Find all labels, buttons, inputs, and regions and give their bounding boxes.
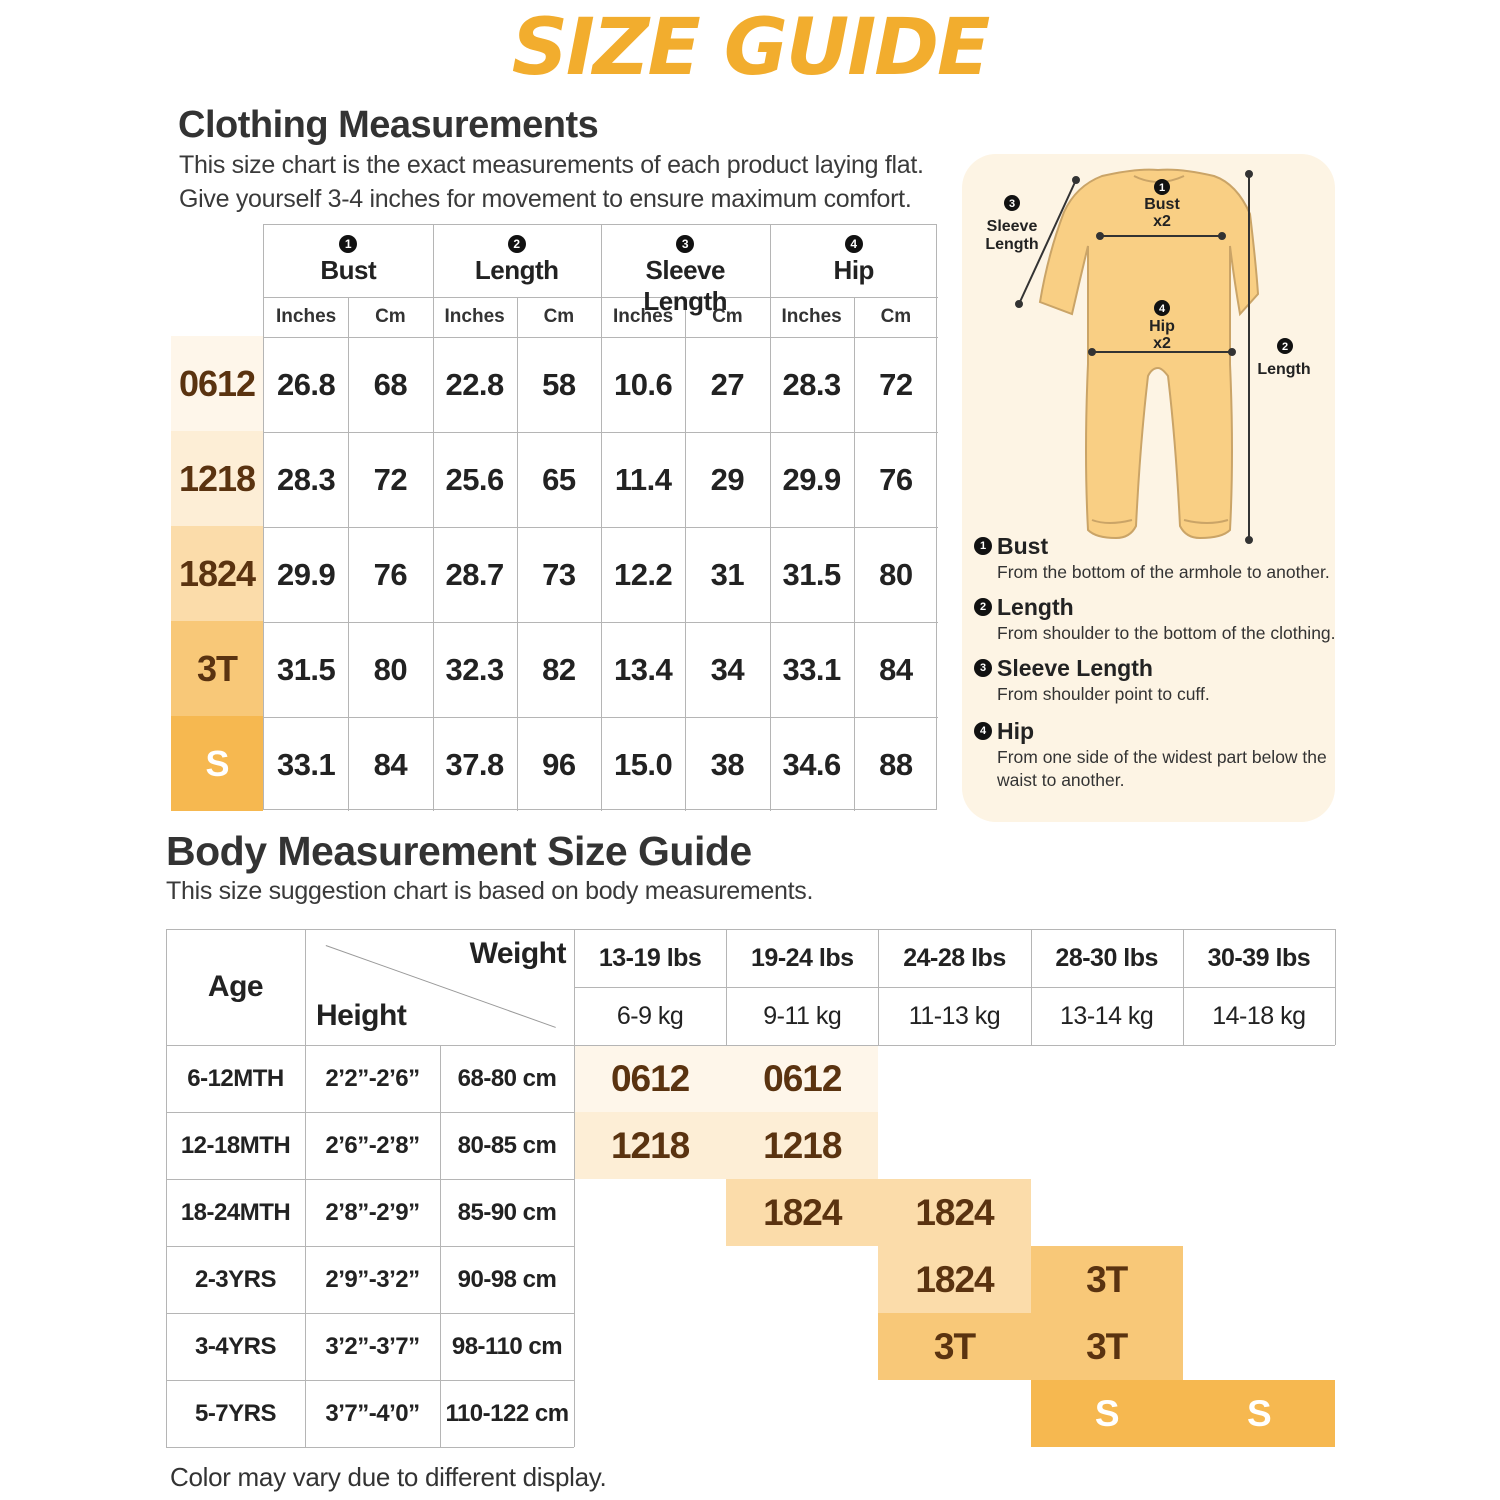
measurement-value: 72 (879, 367, 913, 402)
measurement-value: 84 (373, 747, 408, 782)
page-title: SIZE GUIDE (511, 3, 989, 93)
weight-lbs: 13-19 lbs (598, 944, 702, 972)
column-header-label: Sleeve Length (643, 255, 728, 316)
legend-item-length (974, 594, 1339, 656)
weight-lbs: 30-39 lbs (1207, 944, 1311, 972)
column-header-label: Length (474, 255, 559, 285)
measurement-value: 34 (710, 652, 745, 687)
age-value: 18-24MTH (180, 1199, 291, 1226)
age-value: 2-3YRS (194, 1266, 277, 1293)
measurement-value: 80 (373, 652, 408, 687)
column-number-icon: 1 (339, 235, 357, 253)
measurement-value: 80 (879, 557, 913, 592)
unit-label: Cm (712, 306, 743, 327)
measurement-value: 76 (373, 557, 408, 592)
table-border (1335, 929, 1336, 1045)
svg-text:3: 3 (1008, 198, 1016, 210)
clothing-measurements-table (171, 224, 937, 810)
height-header: Height (316, 999, 407, 1032)
measurement-value: 29.9 (276, 557, 336, 592)
column-header-sleeve-length (601, 225, 770, 316)
measurement-value: 76 (879, 462, 913, 497)
size-label-1218: 1218 (171, 431, 263, 526)
diagram-bust-x2: x2 (1153, 213, 1171, 230)
height-cm-value: 110-122 cm (445, 1400, 569, 1427)
body-measurement-table (166, 929, 1335, 1447)
clothing-desc-line2: Give yourself 3-4 inches for movement to ensure maximum comfort. (179, 185, 912, 213)
legend-desc: From shoulder point to cuff. (997, 684, 1210, 704)
recommended-size-0612: 0612 (763, 1058, 842, 1099)
size-label-3T: 3T (171, 621, 263, 716)
recommended-size-1218: 1218 (610, 1125, 690, 1166)
recommended-size-3T: 3T (933, 1326, 976, 1367)
unit-label: Cm (375, 306, 406, 327)
unit-label: Inches (444, 306, 505, 327)
diagram-sleeve-line2: Length (985, 236, 1039, 253)
measurement-value: 37.8 (445, 747, 504, 782)
height-ft-value: 2’8”-2’9” (325, 1199, 420, 1226)
legend-title: Bust (997, 533, 1049, 559)
column-number-icon: 2 (508, 235, 526, 253)
measurement-value: 25.6 (445, 462, 504, 497)
recommended-size-0612: 0612 (610, 1058, 690, 1099)
column-number-icon: 3 (676, 235, 694, 253)
weight-kg: 13-14 kg (1060, 1002, 1154, 1030)
recommended-size-S: S (1094, 1393, 1119, 1434)
measurement-value: 38 (710, 747, 745, 782)
legend-number-icon: 4 (974, 722, 992, 740)
diagram-length-label: Length (1257, 361, 1311, 378)
height-ft-value: 2’6”-2’8” (325, 1132, 420, 1159)
diagram-sleeve-line1: Sleeve (986, 218, 1038, 235)
height-cm-value: 85-90 cm (457, 1199, 557, 1226)
unit-label: Cm (880, 306, 912, 327)
column-header-hip (770, 225, 939, 297)
legend-item-bust (974, 533, 1339, 595)
unit-label: Inches (613, 306, 674, 327)
column-header-label: Hip (833, 255, 874, 285)
svg-text:1: 1 (1158, 182, 1166, 194)
measurement-value: 22.8 (445, 367, 504, 402)
romper-garment-icon (1040, 170, 1258, 538)
height-cm-value: 90-98 cm (457, 1266, 557, 1293)
measurement-value: 31.5 (276, 652, 336, 687)
height-cm-value: 68-80 cm (457, 1065, 557, 1092)
body-section-title: Body Measurement Size Guide (166, 828, 752, 874)
age-value: 6-12MTH (187, 1065, 284, 1092)
measurement-value: 72 (373, 462, 408, 497)
recommended-size-1824: 1824 (915, 1192, 994, 1233)
measurement-value: 58 (542, 367, 576, 402)
legend-title: Hip (997, 718, 1035, 744)
recommended-size-S: S (1247, 1393, 1271, 1434)
size-label-S: S (171, 716, 263, 811)
measurement-value: 29.9 (782, 462, 841, 497)
measurement-value: 27 (710, 367, 745, 402)
measurement-value: 29 (710, 462, 745, 497)
recommended-size-1824: 1824 (915, 1259, 994, 1300)
diagram-hip-label: Hip (1149, 318, 1175, 335)
column-number-icon: 4 (845, 235, 863, 253)
diagram-hip-x2: x2 (1153, 335, 1171, 352)
measurement-value: 26.8 (276, 367, 336, 402)
unit-label: Cm (543, 306, 575, 327)
measurement-value: 28.7 (445, 557, 504, 592)
legend-number-icon: 3 (974, 659, 992, 677)
measurement-value: 96 (542, 747, 576, 782)
measurement-value: 33.1 (276, 747, 336, 782)
recommended-size-3T: 3T (1086, 1259, 1128, 1300)
weight-kg: 11-13 kg (908, 1002, 1001, 1030)
measurement-value: 32.3 (445, 652, 504, 687)
legend-item-sleeve-length (974, 655, 1339, 717)
column-header-bust (264, 225, 433, 297)
diagram-bust-label: Bust (1144, 196, 1180, 213)
weight-lbs: 28-30 lbs (1055, 944, 1158, 972)
weight-lbs: 24-28 lbs (903, 944, 1006, 972)
measurement-value: 28.3 (782, 367, 841, 402)
measurement-value: 73 (542, 557, 576, 592)
legend-desc: From one side of the widest part below the waist to another. (997, 747, 1327, 790)
measurement-value: 84 (879, 652, 913, 687)
measurement-value: 10.6 (613, 367, 673, 402)
measurement-value: 31 (710, 557, 745, 592)
svg-text:2: 2 (1281, 341, 1289, 353)
legend-item-hip (974, 718, 1339, 790)
clothing-desc-line1: This size chart is the exact measurements of each product laying flat. (179, 151, 924, 179)
legend-number-icon: 1 (974, 537, 992, 555)
measurement-value: 31.5 (782, 557, 841, 592)
weight-lbs: 19-24 lbs (751, 944, 854, 972)
recommended-size-1824: 1824 (763, 1192, 842, 1233)
legend-desc: From shoulder to the bottom of the clothing. (997, 623, 1336, 643)
table-border (166, 1447, 574, 1448)
weight-kg: 6-9 kg (616, 1002, 684, 1030)
measurement-value: 82 (542, 652, 576, 687)
measurement-value: 12.2 (613, 557, 673, 592)
weight-header: Weight (469, 937, 566, 970)
svg-text:4: 4 (1158, 303, 1166, 315)
unit-label: Inches (276, 306, 337, 327)
legend-title: Sleeve Length (997, 655, 1153, 681)
age-value: 3-4YRS (194, 1333, 277, 1360)
measurement-value: 11.4 (614, 462, 672, 497)
age-value: 5-7YRS (194, 1400, 277, 1427)
height-ft-value: 3’7”-4’0” (325, 1400, 420, 1427)
clothing-grid (263, 224, 937, 810)
recommended-size-1218: 1218 (763, 1125, 842, 1166)
column-header-length (433, 225, 602, 297)
measurement-value: 34.6 (782, 747, 841, 782)
size-label-1824: 1824 (171, 526, 263, 621)
height-cm-value: 98-110 cm (451, 1333, 563, 1360)
measurement-value: 28.3 (276, 462, 336, 497)
legend-title: Length (997, 594, 1074, 620)
height-ft-value: 3’2”-3’7” (325, 1333, 420, 1360)
measurement-value: 13.4 (613, 652, 673, 687)
measurement-value: 33.1 (782, 652, 841, 687)
measurement-value: 68 (373, 367, 408, 402)
unit-label: Inches (781, 306, 842, 327)
measurement-value: 65 (542, 462, 576, 497)
measurement-value: 15.0 (613, 747, 673, 782)
age-header: Age (207, 970, 264, 1003)
weight-kg: 14-18 kg (1212, 1002, 1306, 1030)
height-ft-value: 2’9”-3’2” (325, 1266, 420, 1293)
footnote: Color may vary due to different display. (170, 1462, 607, 1492)
body-section-desc: This size suggestion chart is based on body measurements. (166, 877, 814, 905)
age-value: 12-18MTH (180, 1132, 291, 1159)
measurement-value: 88 (879, 747, 913, 782)
height-ft-value: 2’2”-2’6” (325, 1065, 420, 1092)
column-header-label: Bust (320, 255, 377, 285)
legend-desc: From the bottom of the armhole to another. (997, 562, 1330, 582)
size-label-0612: 0612 (171, 336, 263, 431)
height-cm-value: 80-85 cm (457, 1132, 557, 1159)
legend-number-icon: 2 (974, 598, 992, 616)
weight-kg: 9-11 kg (763, 1002, 842, 1030)
recommended-size-3T: 3T (1086, 1326, 1128, 1367)
clothing-section-title: Clothing Measurements (178, 104, 599, 146)
